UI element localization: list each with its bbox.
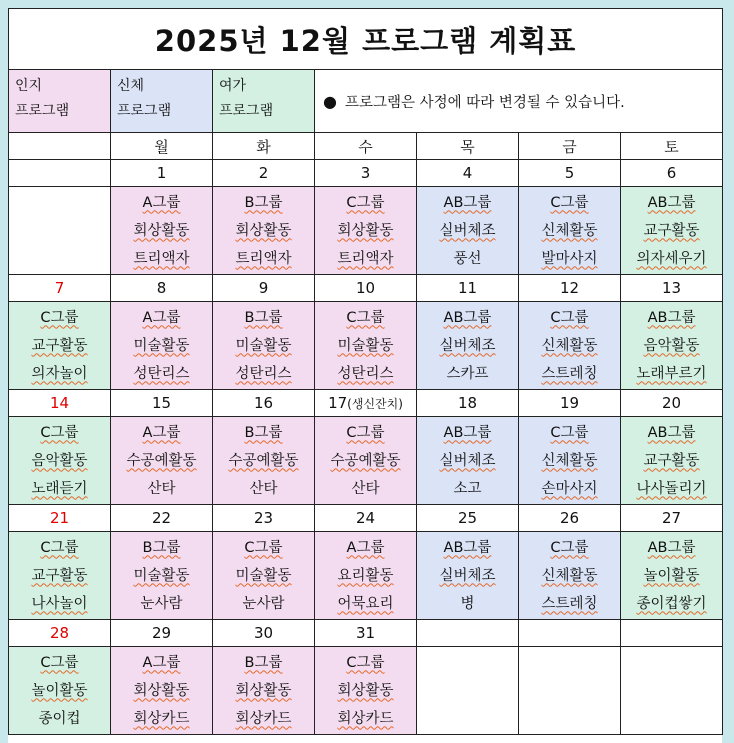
activity-name: 스카프	[446, 365, 489, 382]
group-label: C그룹	[550, 309, 589, 326]
group-label: B그룹	[244, 654, 283, 671]
group-label: A그룹	[142, 309, 181, 326]
activity-name: 종이컵쌓기	[636, 595, 707, 612]
activity-name: 노래부르기	[636, 365, 707, 382]
date-number: 26	[559, 509, 580, 527]
group-label: C그룹	[550, 194, 589, 211]
date-cell	[417, 505, 519, 532]
activity-name: 산타	[249, 480, 278, 497]
physical-activity-cell	[417, 532, 519, 620]
date-number: 2	[258, 164, 269, 182]
cognitive-activity-cell	[111, 647, 213, 735]
activity-category: 신체활동	[541, 222, 598, 239]
activity-category: 신체활동	[541, 452, 598, 469]
empty-activity-cell	[417, 647, 519, 735]
date-cell	[417, 390, 519, 417]
date-number: 24	[355, 509, 376, 527]
weekday-header-tue: 화	[213, 133, 315, 160]
activity-name: 노래듣기	[31, 480, 88, 497]
activity-row	[9, 532, 723, 620]
activity-category: 실버체조	[439, 567, 496, 584]
date-number: 9	[258, 279, 269, 297]
weekday-header-mon: 월	[111, 133, 213, 160]
date-number: 8	[156, 279, 167, 297]
date-number: 28	[49, 624, 70, 642]
leisure-activity-cell	[9, 302, 111, 390]
activity-name: 스트레칭	[541, 595, 598, 612]
date-number: 25	[457, 509, 478, 527]
date-cell	[213, 505, 315, 532]
group-label: C그룹	[40, 539, 79, 556]
activity-category: 교구활동	[31, 567, 88, 584]
date-number: 16	[253, 394, 274, 412]
group-label: AB그룹	[647, 194, 696, 211]
date-cell	[519, 160, 621, 187]
physical-activity-cell	[417, 417, 519, 505]
date-cell	[315, 275, 417, 302]
cognitive-activity-cell	[315, 647, 417, 735]
group-label: C그룹	[550, 539, 589, 556]
cognitive-activity-cell	[315, 187, 417, 275]
date-cell	[213, 620, 315, 647]
cognitive-activity-cell	[111, 187, 213, 275]
activity-name: 종이컵	[38, 710, 81, 727]
activity-category: 수공예활동	[126, 452, 197, 469]
physical-activity-cell	[519, 532, 621, 620]
group-label: C그룹	[40, 309, 79, 326]
date-cell	[111, 160, 213, 187]
schedule-change-note	[315, 70, 723, 133]
activity-name: 눈사람	[140, 595, 183, 612]
schedule-sheet	[8, 8, 722, 743]
activity-category: 음악활동	[31, 452, 88, 469]
activity-category: 교구활동	[643, 452, 700, 469]
page-title: 2025년 12월 프로그램 계획표	[9, 9, 723, 70]
date-row	[9, 390, 723, 417]
date-number: 15	[151, 394, 172, 412]
bullet-icon: ●	[323, 91, 337, 111]
date-cell	[621, 390, 723, 417]
activity-row	[9, 647, 723, 735]
date-number: 4	[462, 164, 473, 182]
date-cell	[417, 160, 519, 187]
date-number: 12	[559, 279, 580, 297]
date-number: 21	[49, 509, 70, 527]
date-number: 6	[666, 164, 677, 182]
activity-category: 회상활동	[337, 682, 394, 699]
date-cell	[519, 275, 621, 302]
note-text: 프로그램은 사정에 따라 변경될 수 있습니다.	[344, 94, 625, 111]
group-label: C그룹	[40, 654, 79, 671]
activity-name: 손마사지	[541, 480, 598, 497]
activity-category: 교구활동	[31, 337, 88, 354]
group-label: AB그룹	[647, 539, 696, 556]
activity-name: 풍선	[453, 250, 482, 267]
activity-name: 눈사람	[242, 595, 285, 612]
date-number: 23	[253, 509, 274, 527]
empty-activity-cell	[621, 647, 723, 735]
activity-name: 의자세우기	[636, 250, 707, 267]
physical-activity-cell	[519, 302, 621, 390]
activity-category: 음악활동	[643, 337, 700, 354]
date-number: 10	[355, 279, 376, 297]
cognitive-activity-cell	[111, 302, 213, 390]
date-number: 18	[457, 394, 478, 412]
date-number: 14	[49, 394, 70, 412]
date-row	[9, 505, 723, 532]
cognitive-activity-cell	[315, 417, 417, 505]
date-cell	[9, 390, 111, 417]
physical-activity-cell	[519, 417, 621, 505]
weekday-header-row	[9, 133, 723, 160]
group-label: C그룹	[346, 309, 385, 326]
empty-date-cell	[9, 160, 111, 187]
leisure-activity-cell	[621, 417, 723, 505]
date-cell	[315, 390, 417, 417]
weekday-header-thu: 목	[417, 133, 519, 160]
date-number: 31	[355, 624, 376, 642]
activity-name: 트리액자	[337, 250, 394, 267]
date-cell	[9, 620, 111, 647]
group-label: C그룹	[244, 539, 283, 556]
legend-leisure-line2: 프로그램	[219, 103, 274, 119]
cognitive-activity-cell	[213, 417, 315, 505]
date-cell	[9, 275, 111, 302]
activity-category: 미술활동	[337, 337, 394, 354]
leisure-activity-cell	[9, 532, 111, 620]
activity-name: 병	[460, 595, 475, 612]
leisure-activity-cell	[9, 647, 111, 735]
activity-category: 회상활동	[133, 222, 190, 239]
activity-name: 회상카드	[133, 710, 190, 727]
group-label: AB그룹	[647, 309, 696, 326]
group-label: AB그룹	[443, 194, 492, 211]
activity-name: 성탄리스	[337, 365, 394, 382]
legend-physical	[111, 70, 213, 133]
date-number: 13	[661, 279, 682, 297]
activity-category: 놀이활동	[31, 682, 88, 699]
activity-row	[9, 417, 723, 505]
empty-activity-cell	[9, 187, 111, 275]
activity-name: 나사놀이	[31, 595, 88, 612]
empty-date-cell	[519, 620, 621, 647]
date-cell	[519, 390, 621, 417]
group-label: C그룹	[550, 424, 589, 441]
date-row	[9, 275, 723, 302]
leisure-activity-cell	[621, 532, 723, 620]
date-number: 11	[457, 279, 478, 297]
activity-name: 회상카드	[337, 710, 394, 727]
group-label: A그룹	[142, 424, 181, 441]
activity-name: 스트레칭	[541, 365, 598, 382]
date-cell	[111, 390, 213, 417]
group-label: B그룹	[244, 309, 283, 326]
activity-category: 실버체조	[439, 222, 496, 239]
group-label: B그룹	[142, 539, 181, 556]
date-number: 5	[564, 164, 575, 182]
legend-leisure-line1: 여가	[219, 78, 247, 94]
legend-cognitive-line2: 프로그램	[15, 103, 70, 119]
date-row	[9, 160, 723, 187]
physical-activity-cell	[417, 187, 519, 275]
date-number: 20	[661, 394, 682, 412]
activity-category: 놀이활동	[643, 567, 700, 584]
activity-category: 회상활동	[235, 222, 292, 239]
empty-activity-cell	[519, 647, 621, 735]
date-cell	[9, 505, 111, 532]
date-number: 7	[54, 279, 65, 297]
date-number: 29	[151, 624, 172, 642]
activity-category: 실버체조	[439, 452, 496, 469]
activity-row	[9, 302, 723, 390]
activity-category: 미술활동	[133, 567, 190, 584]
activity-category: 수공예활동	[228, 452, 299, 469]
date-cell	[621, 160, 723, 187]
activity-name: 어묵요리	[337, 595, 394, 612]
legend-cognitive-line1: 인지	[15, 78, 43, 94]
activity-name: 회상카드	[235, 710, 292, 727]
cognitive-activity-cell	[213, 532, 315, 620]
activity-category: 미술활동	[235, 337, 292, 354]
date-cell	[111, 620, 213, 647]
activity-category: 신체활동	[541, 337, 598, 354]
leisure-activity-cell	[9, 417, 111, 505]
activity-category: 회상활동	[133, 682, 190, 699]
group-label: B그룹	[244, 194, 283, 211]
activity-name: 발마사지	[541, 250, 598, 267]
leisure-activity-cell	[621, 302, 723, 390]
activity-name: 산타	[147, 480, 176, 497]
date-number: 19	[559, 394, 580, 412]
date-cell	[315, 620, 417, 647]
group-label: B그룹	[244, 424, 283, 441]
date-number: 3	[360, 164, 371, 182]
activity-name: 의자놀이	[31, 365, 88, 382]
date-cell	[519, 505, 621, 532]
date-cell	[621, 505, 723, 532]
weekday-header-sat: 토	[621, 133, 723, 160]
activity-name: 성탄리스	[133, 365, 190, 382]
activity-name: 트리액자	[133, 250, 190, 267]
date-row	[9, 620, 723, 647]
activity-category: 회상활동	[337, 222, 394, 239]
date-note: (생신잔치)	[347, 397, 403, 411]
activity-category: 실버체조	[439, 337, 496, 354]
cognitive-activity-cell	[213, 302, 315, 390]
activity-category: 회상활동	[235, 682, 292, 699]
activity-name: 소고	[453, 480, 482, 497]
date-cell	[111, 505, 213, 532]
activity-name: 트리액자	[235, 250, 292, 267]
group-label: C그룹	[346, 654, 385, 671]
legend-cognitive	[9, 70, 111, 133]
activity-category: 수공예활동	[330, 452, 401, 469]
date-number: 30	[253, 624, 274, 642]
group-label: C그룹	[40, 424, 79, 441]
date-cell	[213, 275, 315, 302]
activity-name: 성탄리스	[235, 365, 292, 382]
date-number: 17	[328, 394, 348, 412]
physical-activity-cell	[417, 302, 519, 390]
date-cell	[315, 160, 417, 187]
cognitive-activity-cell	[111, 417, 213, 505]
group-label: AB그룹	[443, 309, 492, 326]
date-cell	[111, 275, 213, 302]
date-cell	[417, 275, 519, 302]
activity-row	[9, 187, 723, 275]
legend-physical-line1: 신체	[117, 78, 145, 94]
date-cell	[213, 160, 315, 187]
activity-category: 미술활동	[235, 567, 292, 584]
group-label: A그룹	[142, 194, 181, 211]
activity-category: 미술활동	[133, 337, 190, 354]
activity-name: 산타	[351, 480, 380, 497]
group-label: A그룹	[346, 539, 385, 556]
group-label: A그룹	[142, 654, 181, 671]
date-cell	[213, 390, 315, 417]
date-number: 22	[151, 509, 172, 527]
cognitive-activity-cell	[213, 647, 315, 735]
date-number: 27	[661, 509, 682, 527]
cognitive-activity-cell	[213, 187, 315, 275]
physical-activity-cell	[519, 187, 621, 275]
activity-name: 나사돌리기	[636, 480, 707, 497]
weekday-header-fri: 금	[519, 133, 621, 160]
group-label: C그룹	[346, 424, 385, 441]
date-cell	[315, 505, 417, 532]
activity-category: 요리활동	[337, 567, 394, 584]
date-cell	[621, 275, 723, 302]
group-label: AB그룹	[443, 424, 492, 441]
empty-date-cell	[621, 620, 723, 647]
leisure-activity-cell	[621, 187, 723, 275]
weekday-header-wed: 수	[315, 133, 417, 160]
empty-date-cell	[417, 620, 519, 647]
weekday-header-sunday	[9, 133, 111, 160]
legend-physical-line2: 프로그램	[117, 103, 172, 119]
group-label: AB그룹	[647, 424, 696, 441]
program-calendar-table	[8, 8, 723, 735]
cognitive-activity-cell	[315, 302, 417, 390]
date-number: 1	[156, 164, 167, 182]
activity-category: 교구활동	[643, 222, 700, 239]
cognitive-activity-cell	[111, 532, 213, 620]
cognitive-activity-cell	[315, 532, 417, 620]
group-label: C그룹	[346, 194, 385, 211]
legend-leisure	[213, 70, 315, 133]
activity-category: 신체활동	[541, 567, 598, 584]
group-label: AB그룹	[443, 539, 492, 556]
